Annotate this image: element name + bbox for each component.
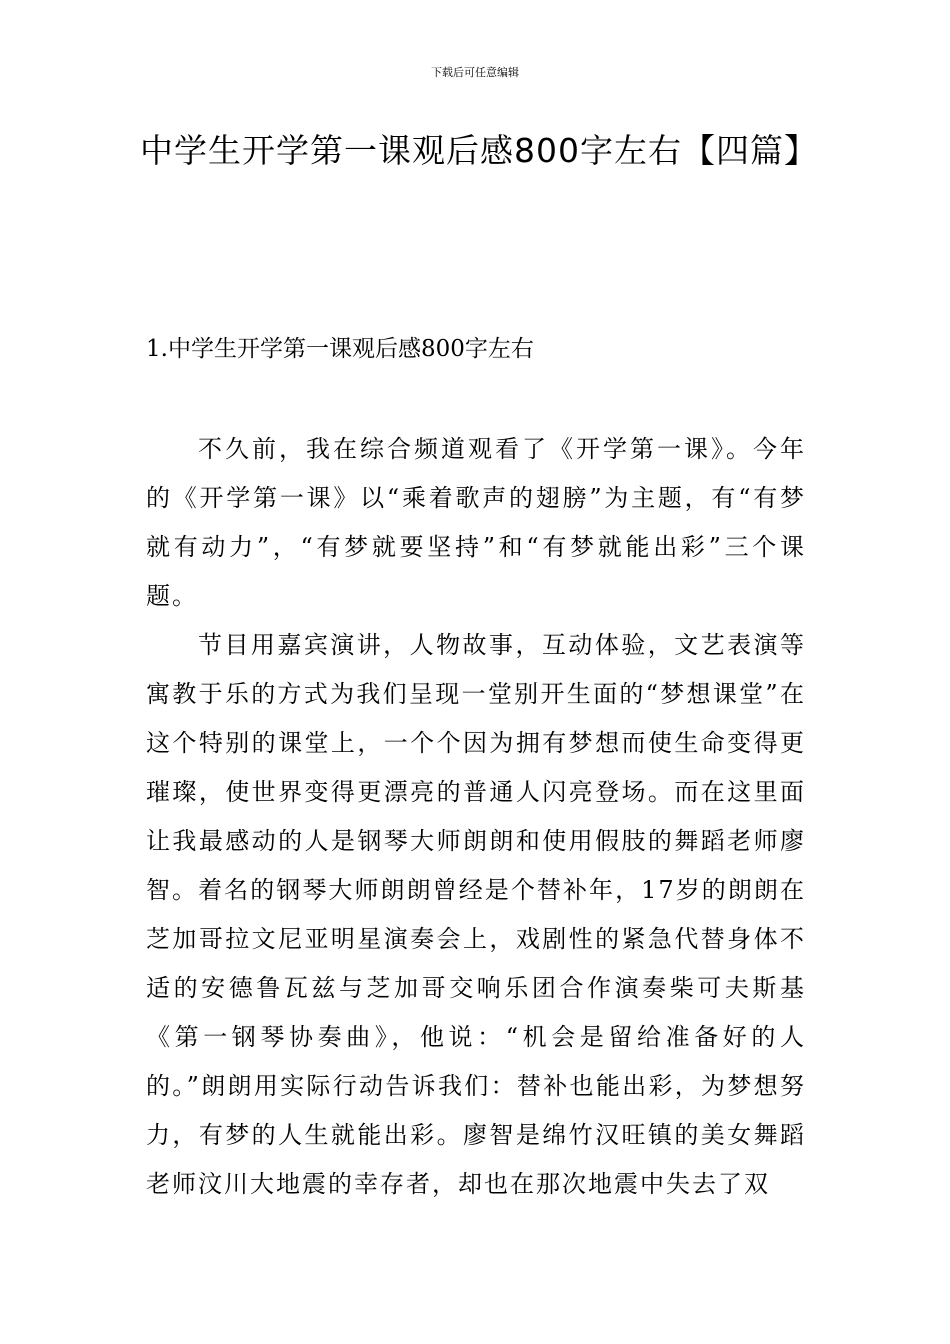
header-note: 下载后可任意编辑	[431, 66, 519, 79]
section-heading: 1.中学生开学第一课观后感800字左右	[146, 336, 534, 362]
document-title: 中学生开学第一课观后感800字左右【四篇】	[140, 131, 818, 170]
paragraph: 不久前，我在综合频道观看了《开学第一课》。今年的《开学第一课》以“乘着歌声的翅膀”为主题，有“有梦就有动力”，“有梦就要坚持”和“有梦就能出彩”三个课题。	[146, 435, 806, 610]
paragraph: 节目用嘉宾演讲，人物故事，互动体验，文艺表演等寓教于乐的方式为我们呈现一堂别开生面的“梦想课堂”在这个特别的课堂上，一个个因为拥有梦想而使生命变得更璀璨，使世界变得更漂亮的普通人闪亮登场。而在这里面让我最感动的人是钢琴大师朗朗和使用假肢的舞蹈老师廖智。着名的钢琴大师朗朗曾经是个替补年，17岁的朗朗在芝加哥拉文尼亚明星演奏会上，戏剧性的紧急代替身体不适的安德鲁瓦兹与芝加哥交响乐团合作演奏柴可夫斯基《第一钢琴协奏曲》，他说：“机会是留给准备好的人的。”朗朗用实际行动告诉我们：替补也能出彩，为梦想努力，有梦的人生就能出彩。廖智是绵竹汉旺镇的美女舞蹈老师汶川大地震的幸存者，却也在那次地震中失去了双	[146, 631, 806, 1198]
article-body	[146, 425, 806, 1209]
